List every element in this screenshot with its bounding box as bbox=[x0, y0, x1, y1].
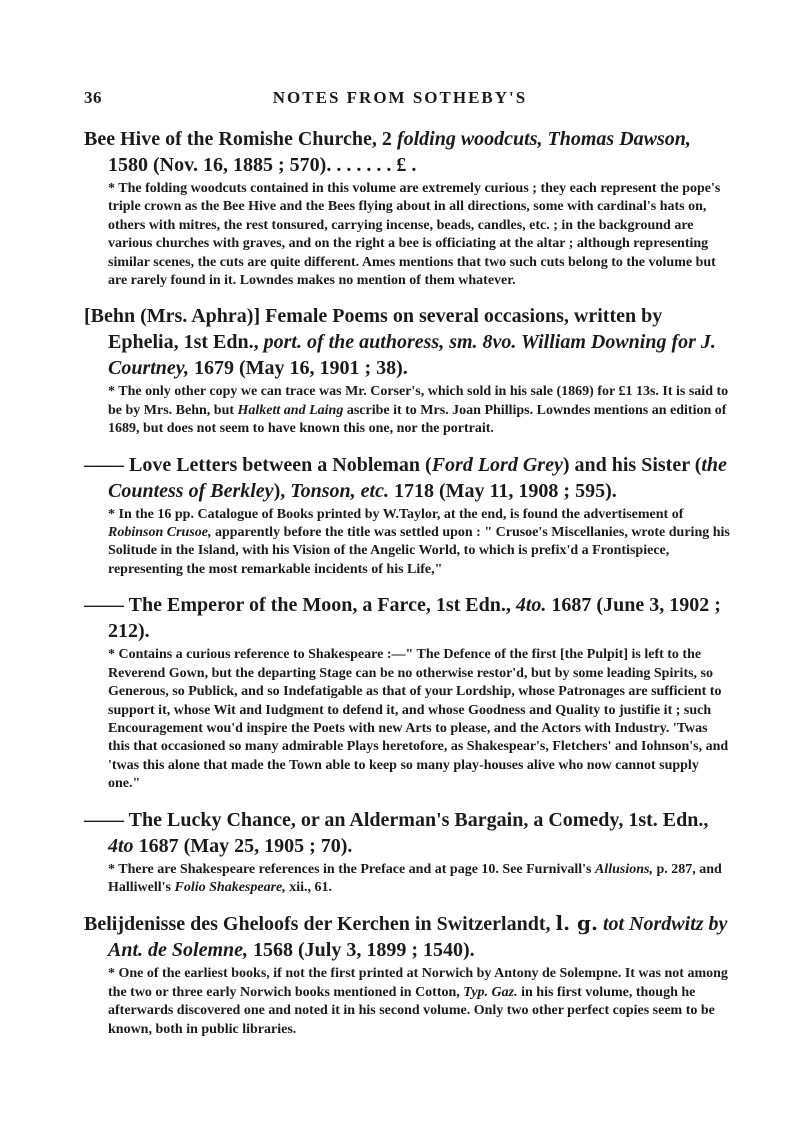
text-run: ascribe it to Mrs. Joan Phillips. Lowndes mentions an edition of 1689, but does not seem to have known this one, nor the portrait. bbox=[108, 402, 727, 437]
entry-love-letters bbox=[84, 452, 732, 580]
entry-note bbox=[84, 965, 732, 1039]
text-run: 1568 (July 3, 1899 ; 1540). bbox=[248, 939, 475, 962]
entry-note bbox=[84, 180, 732, 290]
text-run: xii., 61. bbox=[285, 879, 333, 895]
text-run: —— Love Letters between a Nobleman ( bbox=[84, 453, 432, 476]
italic-run: the Countess of Berkley bbox=[108, 453, 727, 502]
text-run: * In the 16 pp. Catalogue of Books printed by W.Taylor, at the end, is found the advertisement of bbox=[108, 506, 684, 522]
text-run: ) and his Sister ( bbox=[562, 453, 702, 476]
entry-heading bbox=[84, 126, 732, 178]
entry-heading bbox=[84, 452, 732, 504]
text-run: apparently before the title was settled upon : " Crusoe's Miscellanies, wrote during his Solitude in the Island, with his Vision of the Angelic World, to which is prefix'd a Frontispiece, representing the most remarkable incidents of his Life," bbox=[108, 525, 730, 577]
entry-emperor-of-the-moon bbox=[84, 592, 732, 793]
text-run: Belijdenisse des Gheloofs der Kerchen in Switzerlandt, bbox=[84, 913, 556, 936]
text-run: Bee Hive of the Romishe Churche, 2 bbox=[84, 128, 397, 150]
text-run: 1679 (May 16, 1901 ; 38). bbox=[188, 357, 408, 380]
italic-run: Halkett and Laing bbox=[237, 402, 344, 418]
text-run: * The only other copy we can trace was Mr. Corser's, which sold in his sale (1869) for £1 13s. It is said to be by Mrs. Behn, but bbox=[108, 384, 729, 418]
text-run: * The folding woodcuts contained in this volume are extremely curious ; they each represent the pope's triple crown as the Bee Hive and the Bees flying about in all directions, some with cardinal's hats on, others with mitres, the rest tonsured, carrying incense, beads, candles, etc. ; in the background are various churches with graves, and on the right a bee is officiating at the altar ; although representing similar scenes, the cuts are quite different. Ames mentions that two such cuts belong to the volume but are rarely found in it. Lowndes makes no mention of them whatever. bbox=[108, 181, 721, 289]
text-run: 1687 (May 25, 1905 ; 70). bbox=[133, 834, 353, 857]
text-run: [Behn (Mrs. Aphra)] Female Poems on several occasions, written by Ephelia, 1st Edn., bbox=[84, 305, 663, 354]
page-number: 36 bbox=[84, 88, 102, 107]
italic-run: 4to. bbox=[515, 594, 547, 617]
italic-run: port. of the authoress, sm. 8vo. William Downing for J. Courtney, bbox=[108, 331, 716, 380]
entry-note bbox=[84, 646, 732, 793]
entries-list bbox=[84, 126, 732, 1039]
text-run: 1687 (June 3, 1902 ; 212). bbox=[108, 594, 721, 643]
italic-run: Folio Shakespeare, bbox=[174, 879, 286, 895]
text-run: 1718 (May 11, 1908 ; 595). bbox=[388, 479, 617, 502]
italic-run: Robinson Crusoe, bbox=[108, 525, 212, 541]
text-run: in his first volume, though he afterwards discovered one and noted it in his second volume. Only two other perfect copies seem to be known, both in public libraries. bbox=[108, 984, 715, 1037]
entry-note bbox=[84, 383, 732, 438]
text-run: 1580 (Nov. 16, 1885 ; 570). . . . . . . £ . bbox=[108, 154, 417, 176]
text-run: * One of the earliest books, if not the first printed at Norwich by Antony de Solempne. It was not among the two or three early Norwich books mentioned in Cotton, bbox=[108, 966, 728, 1000]
entry-heading bbox=[84, 910, 732, 963]
italic-run: tot Nordwitz by Ant. de Solemne, bbox=[108, 913, 728, 962]
italic-run: folding woodcuts, Thomas Dawson, bbox=[396, 128, 691, 150]
entry-note bbox=[84, 506, 732, 580]
entry-bee-hive bbox=[84, 126, 732, 290]
text-run: * There are Shakespeare references in the Preface and at page 10. See Furnivall's bbox=[108, 861, 595, 877]
text-run: —— The Lucky Chance, or an Alderman's Bargain, a Comedy, 1st. Edn., bbox=[84, 808, 709, 831]
italic-run: Ford Lord Grey bbox=[431, 453, 563, 476]
italic-run: Allusions, bbox=[594, 861, 653, 877]
blackletter-run: l. g. bbox=[555, 911, 598, 936]
italic-run: Tonson, etc. bbox=[290, 479, 389, 502]
italic-run: 4to bbox=[108, 834, 134, 857]
entry-behn-female-poems bbox=[84, 303, 732, 438]
text-run: p. 287, and Halliwell's bbox=[108, 861, 722, 895]
text-run: * Contains a curious reference to Shakespeare :—" The Defence of the first [the Pulpit] is left to the Reverend Gown, but the departing Stage can be no otherwise restor'd, but by some leading Spirits, so Generous, so Publick, and so Indefatigable as that of your Lordship, whose Patronages are sufficient to support it, whose Wit and Iudgment to defend it, and whose Goodness and Quality to justifie it ; such Encouragement wou'd inspire the Poets with new Arts to please, and the Actors with Industry. 'Twas this that occasioned so many admirable Plays heretofore, as Shakespear's, Fletchers' and Iohnson's, and 'twas this alone that made the Town able to keep so many play-houses alive who now cannot supply one." bbox=[108, 647, 729, 792]
italic-run: Typ. Gaz. bbox=[463, 984, 518, 1000]
entry-lucky-chance bbox=[84, 807, 732, 898]
text-run: ), bbox=[273, 479, 291, 502]
running-title: NOTES FROM SOTHEBY'S bbox=[272, 88, 528, 107]
entry-belijdenisse bbox=[84, 910, 732, 1039]
entry-heading bbox=[84, 303, 732, 381]
text-run: —— The Emperor of the Moon, a Farce, 1st Edn., bbox=[84, 594, 516, 617]
entry-note bbox=[84, 861, 732, 898]
entry-heading bbox=[84, 592, 732, 644]
entry-heading bbox=[84, 807, 732, 859]
